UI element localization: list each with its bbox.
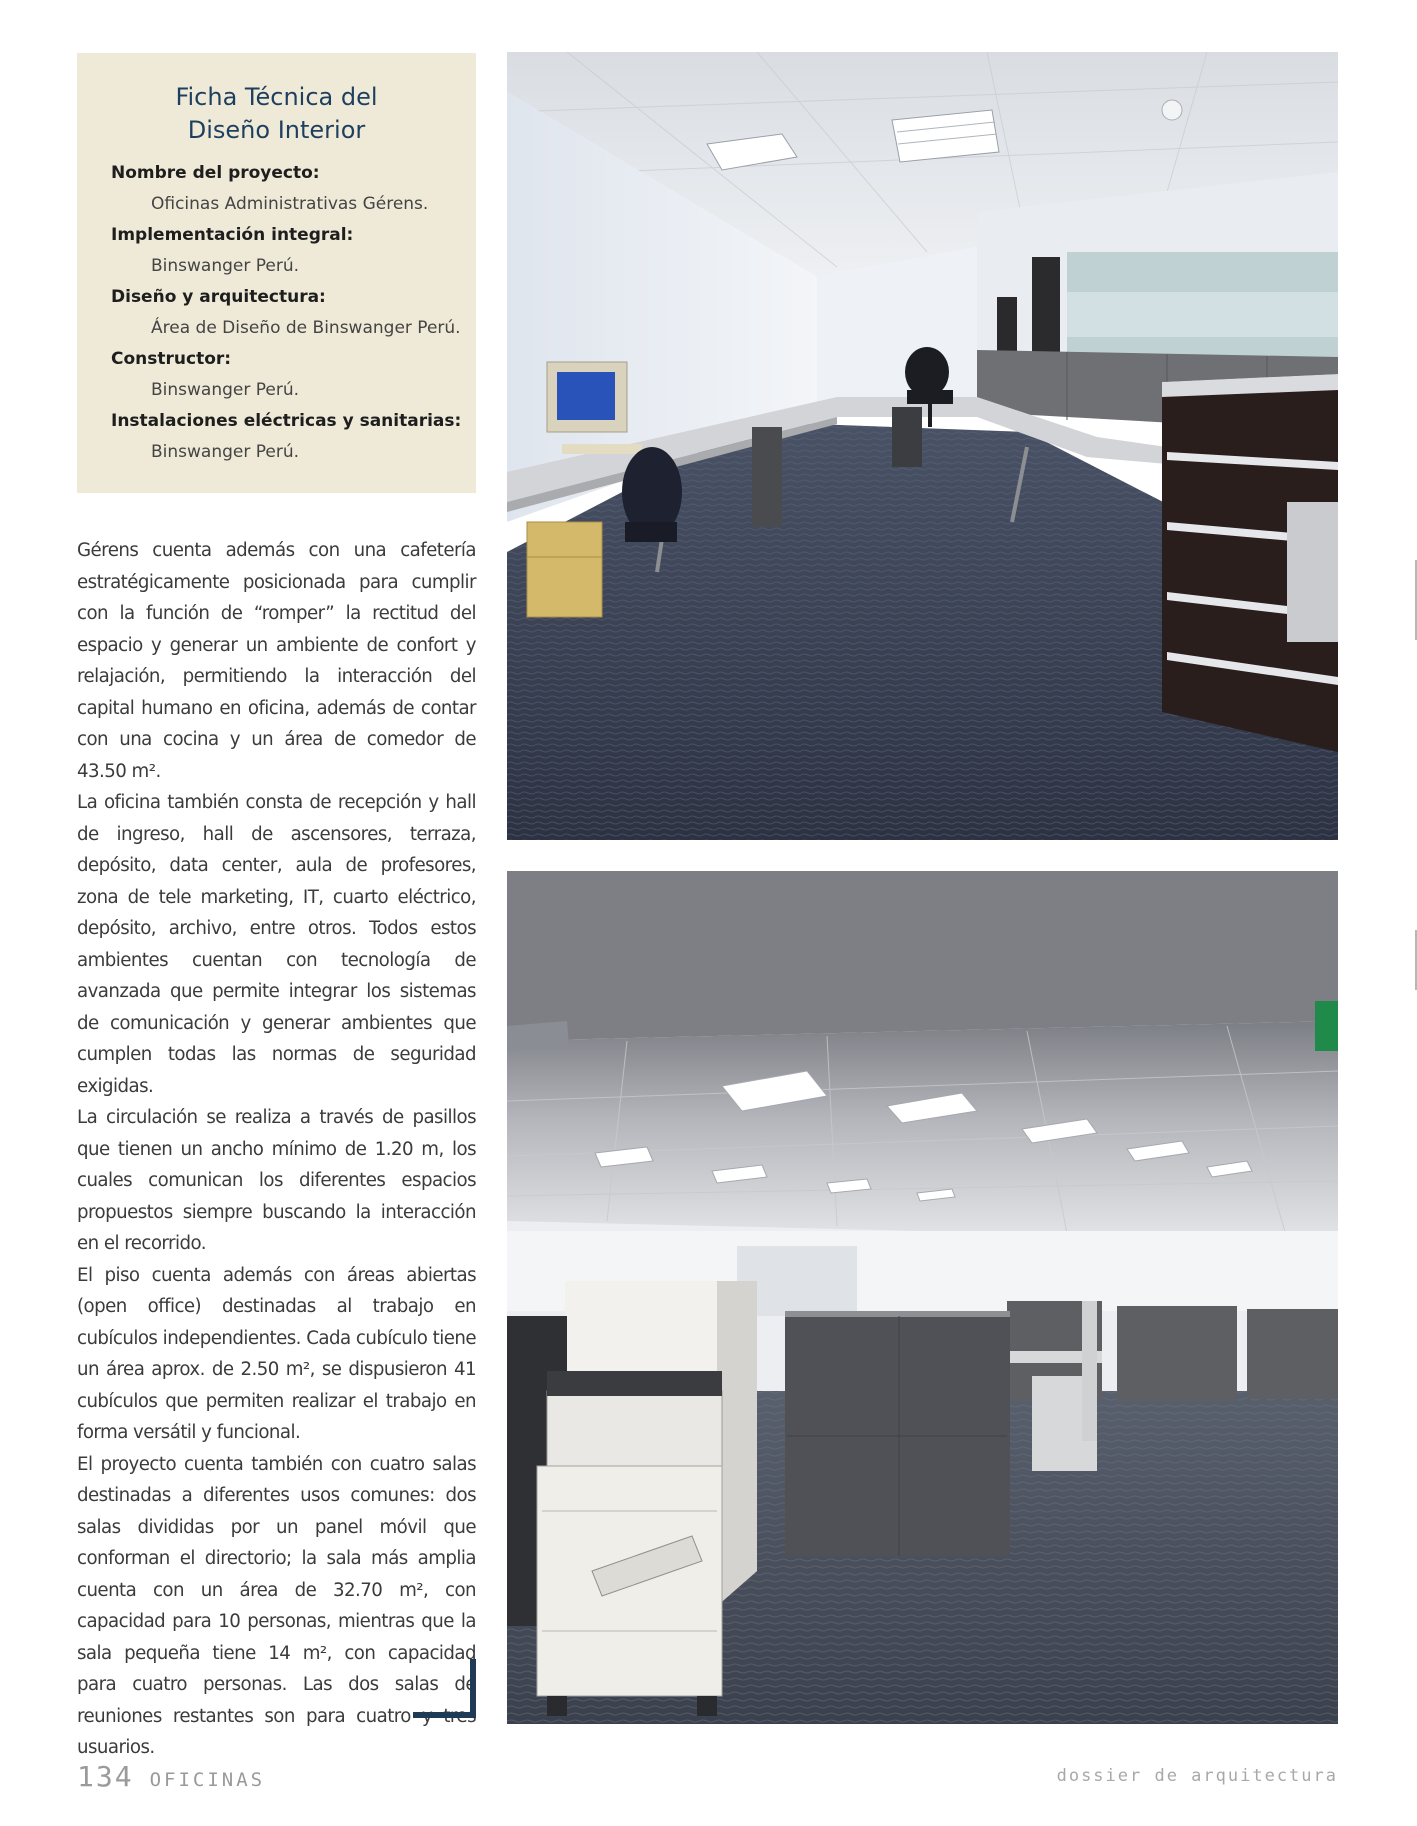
spec-value: Área de Diseño de Binswanger Perú. [151, 318, 461, 338]
spec-label: Implementación integral: [111, 225, 354, 245]
spec-value: Binswanger Perú. [151, 380, 300, 400]
body-paragraph: El piso cuenta además con áreas abiertas (open office) destinadas al trabajo en cubículos independientes. Cada cubículo tiene un área aprox. de 2.50 m², se dispusieron 41 cubículos que permiten realizar el trabajo en forma versátil y funcional. [77, 1264, 476, 1443]
spec-value: Oficinas Administrativas Gérens. [151, 194, 429, 214]
office-photo-desks [507, 52, 1338, 840]
spec-label: Constructor: [111, 349, 232, 369]
body-paragraph: La oficina también consta de recepción y hall de ingreso, hall de ascensores, terraza, depósito, data center, aula de profesores, zona de tele marketing, IT, cuarto eléctrico, depósito, archivo, entre otros. Todos estos ambientes cuentan con tecnología de avanzada que permite integrar los sistemas de comunicación y generar ambientes que cumplen todas las normas de seguridad exigidas. [77, 792, 476, 1097]
spec-item [111, 158, 471, 220]
spec-item [111, 406, 471, 468]
spec-title-line2: Diseño Interior [187, 116, 366, 144]
spec-item [111, 220, 471, 282]
spec-value: Binswanger Perú. [151, 442, 300, 462]
body-paragraph: Gérens cuenta además con una cafetería estratégicamente posicionada para cumplir con la función de “romper” la rectitud del espacio y generar un ambiente de confort y relajación, permitiendo la interacción del capital humano en oficina, además de contar con una cocina y un área de comedor de 43.50 m². [77, 540, 476, 782]
spec-title-line1: Ficha Técnica del [175, 83, 378, 111]
publication-name: dossier de arquitectura [1056, 1766, 1338, 1786]
article-end-mark [413, 1659, 476, 1718]
office-photo-cubicles [507, 871, 1338, 1724]
spec-sheet-title [77, 81, 476, 147]
spec-list [111, 158, 471, 468]
footer-left [77, 1760, 266, 1793]
spec-value: Binswanger Perú. [151, 256, 300, 276]
article-body [77, 535, 476, 1764]
body-paragraph: El proyecto cuenta también con cuatro salas destinadas a diferentes usos comunes: dos salas divididas por un panel móvil que conforman el directorio; la sala más amplia cuenta con un área de 32.70 m², con capacidad para 10 personas, mientras que la sala pequeña tiene 14 m², con capacidad para cuatro personas. Las dos salas de reuniones restantes son para cuatro y tres usuarios. [77, 1453, 476, 1758]
page-number: 134 [77, 1760, 134, 1793]
spec-label: Nombre del proyecto: [111, 163, 320, 183]
spec-label: Instalaciones eléctricas y sanitarias: [111, 411, 462, 431]
body-paragraph: La circulación se realiza a través de pasillos que tienen un ancho mínimo de 1.20 m, los cuales comunican los diferentes espacios propuestos siempre buscando la interacción en el recorrido. [77, 1107, 476, 1254]
section-name: OFICINAS [149, 1769, 266, 1791]
spec-sheet-box [77, 53, 476, 493]
spec-item [111, 282, 471, 344]
spec-item [111, 344, 471, 406]
spec-label: Diseño y arquitectura: [111, 287, 326, 307]
